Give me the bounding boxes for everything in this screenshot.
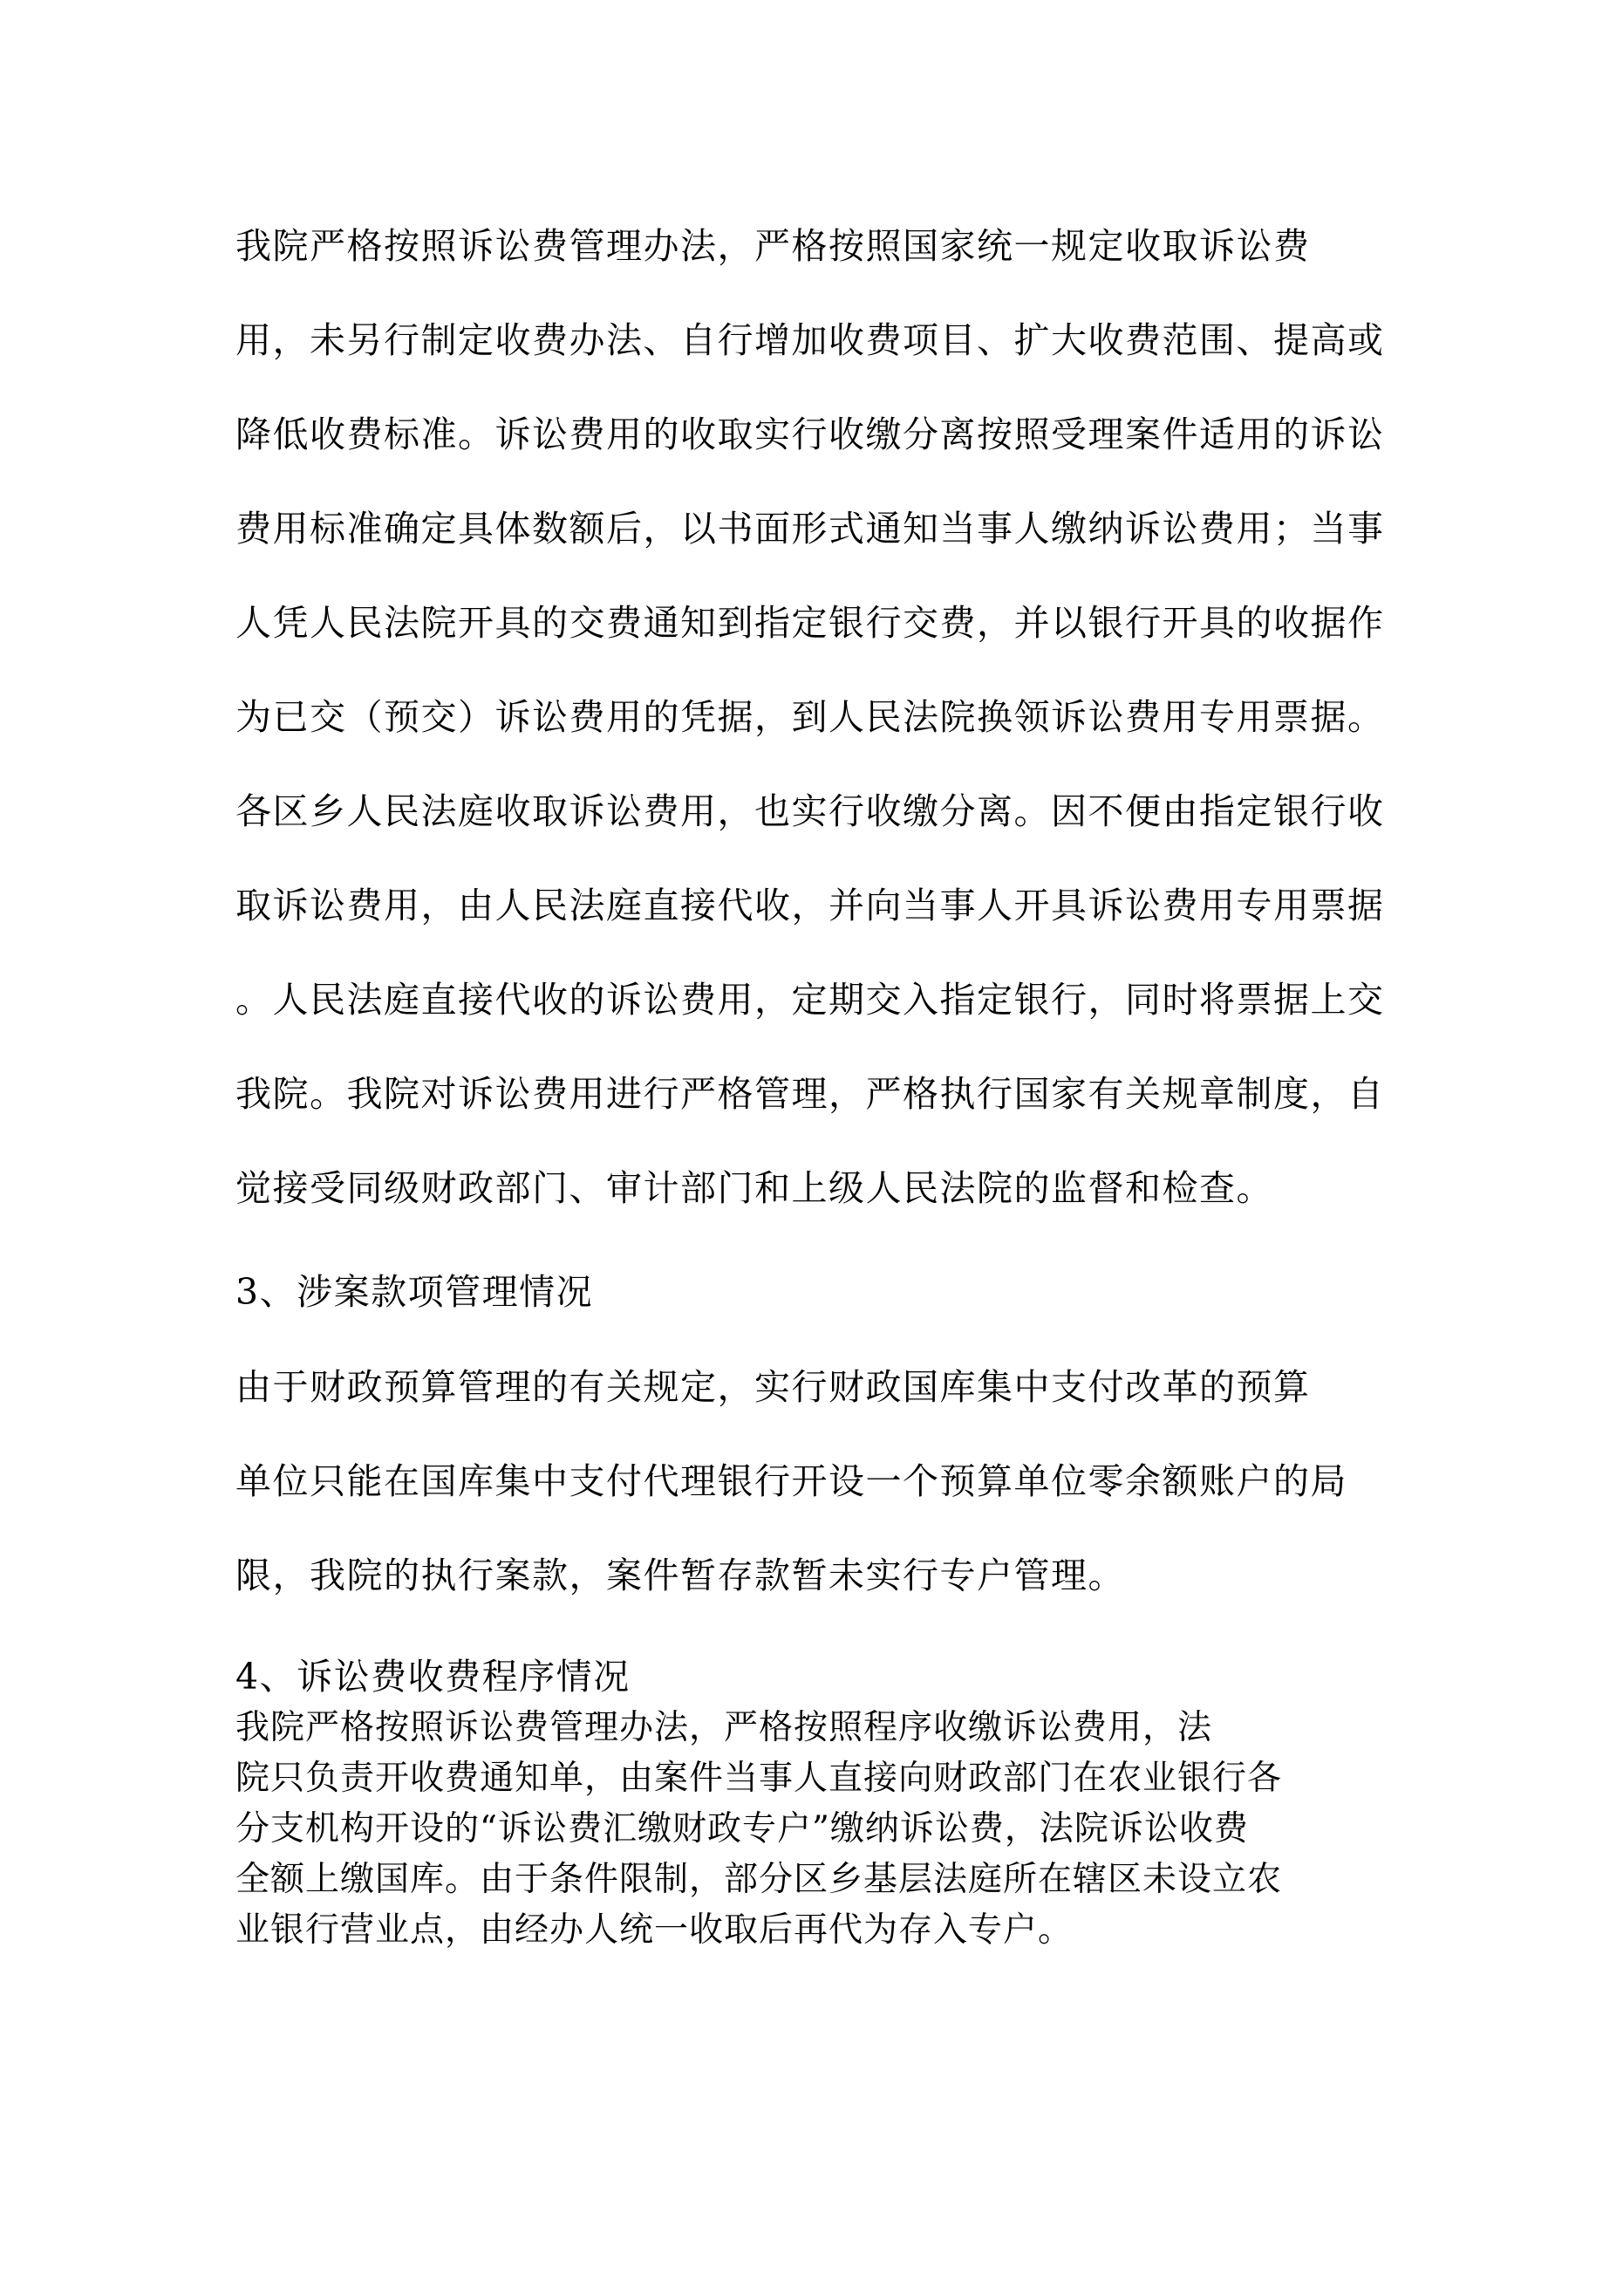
section-heading-3: 3、涉案款项管理情况 [235,1271,594,1313]
paragraph-3-line-3: 分支机构开设的“诉讼费汇缴财政专户”缴纳诉讼费，法院诉讼收费 [235,1809,1249,1848]
paragraph-1-line-9: 。人民法庭直接代收的诉讼费用，定期交入指定银行，同时将票据上交 [235,979,1385,1021]
paragraph-1-line-7: 各区乡人民法庭收取诉讼费用，也实行收缴分离。因不便由指定银行收 [235,790,1385,832]
paragraph-3-line-5: 业银行营业点，由经办人统一收取后再代为存入专户。 [235,1910,1074,1950]
paragraph-1-line-3: 降低收费标准。诉讼费用的收取实行收缴分离按照受理案件适用的诉讼 [235,413,1385,455]
paragraph-3-line-4: 全额上缴国库。由于条件限制，部分区乡基层法庭所在辖区未设立农 [235,1860,1283,1899]
paragraph-2-line-1: 由于财政预算管理的有关规定，实行财政国库集中支付改革的预算 [235,1366,1311,1408]
paragraph-1-line-8: 取诉讼费用，由人民法庭直接代收，并向当事人开具诉讼费用专用票据 [235,885,1385,926]
paragraph-1-line-5: 人凭人民法院开具的交费通知到指定银行交费，并以银行开具的收据作 [235,602,1385,644]
paragraph-3-line-2: 院只负责开收费通知单，由案件当事人直接向财政部门在农业银行各 [235,1759,1283,1798]
paragraph-2-line-3: 限，我院的执行案款，案件暂存款暂未实行专户管理。 [235,1555,1125,1596]
paragraph-1-line-1: 我院严格按照诉讼费管理办法，严格按照国家统一规定收取诉讼费 [235,225,1311,267]
paragraph-3-line-1: 我院严格按照诉讼费管理办法，严格按照程序收缴诉讼费用，法 [235,1708,1213,1747]
section-heading-4: 4、诉讼费收费程序情况 [235,1656,631,1698]
paragraph-1-line-4: 费用标准确定具体数额后，以书面形式通知当事人缴纳诉讼费用；当事 [235,508,1385,550]
paragraph-1-line-2: 用，未另行制定收费办法、自行增加收费项目、扩大收费范围、提高或 [235,319,1385,361]
paragraph-1-line-10: 我院。我院对诉讼费用进行严格管理，严格执行国家有关规章制度，自 [235,1073,1385,1115]
paragraph-1-line-11: 觉接受同级财政部门、审计部门和上级人民法院的监督和检查。 [235,1167,1273,1209]
paragraph-2-line-2: 单位只能在国库集中支付代理银行开设一个预算单位零余额账户的局 [235,1460,1347,1502]
paragraph-1-line-6: 为已交（预交）诉讼费用的凭据，到人民法院换领诉讼费用专用票据。 [235,696,1385,738]
